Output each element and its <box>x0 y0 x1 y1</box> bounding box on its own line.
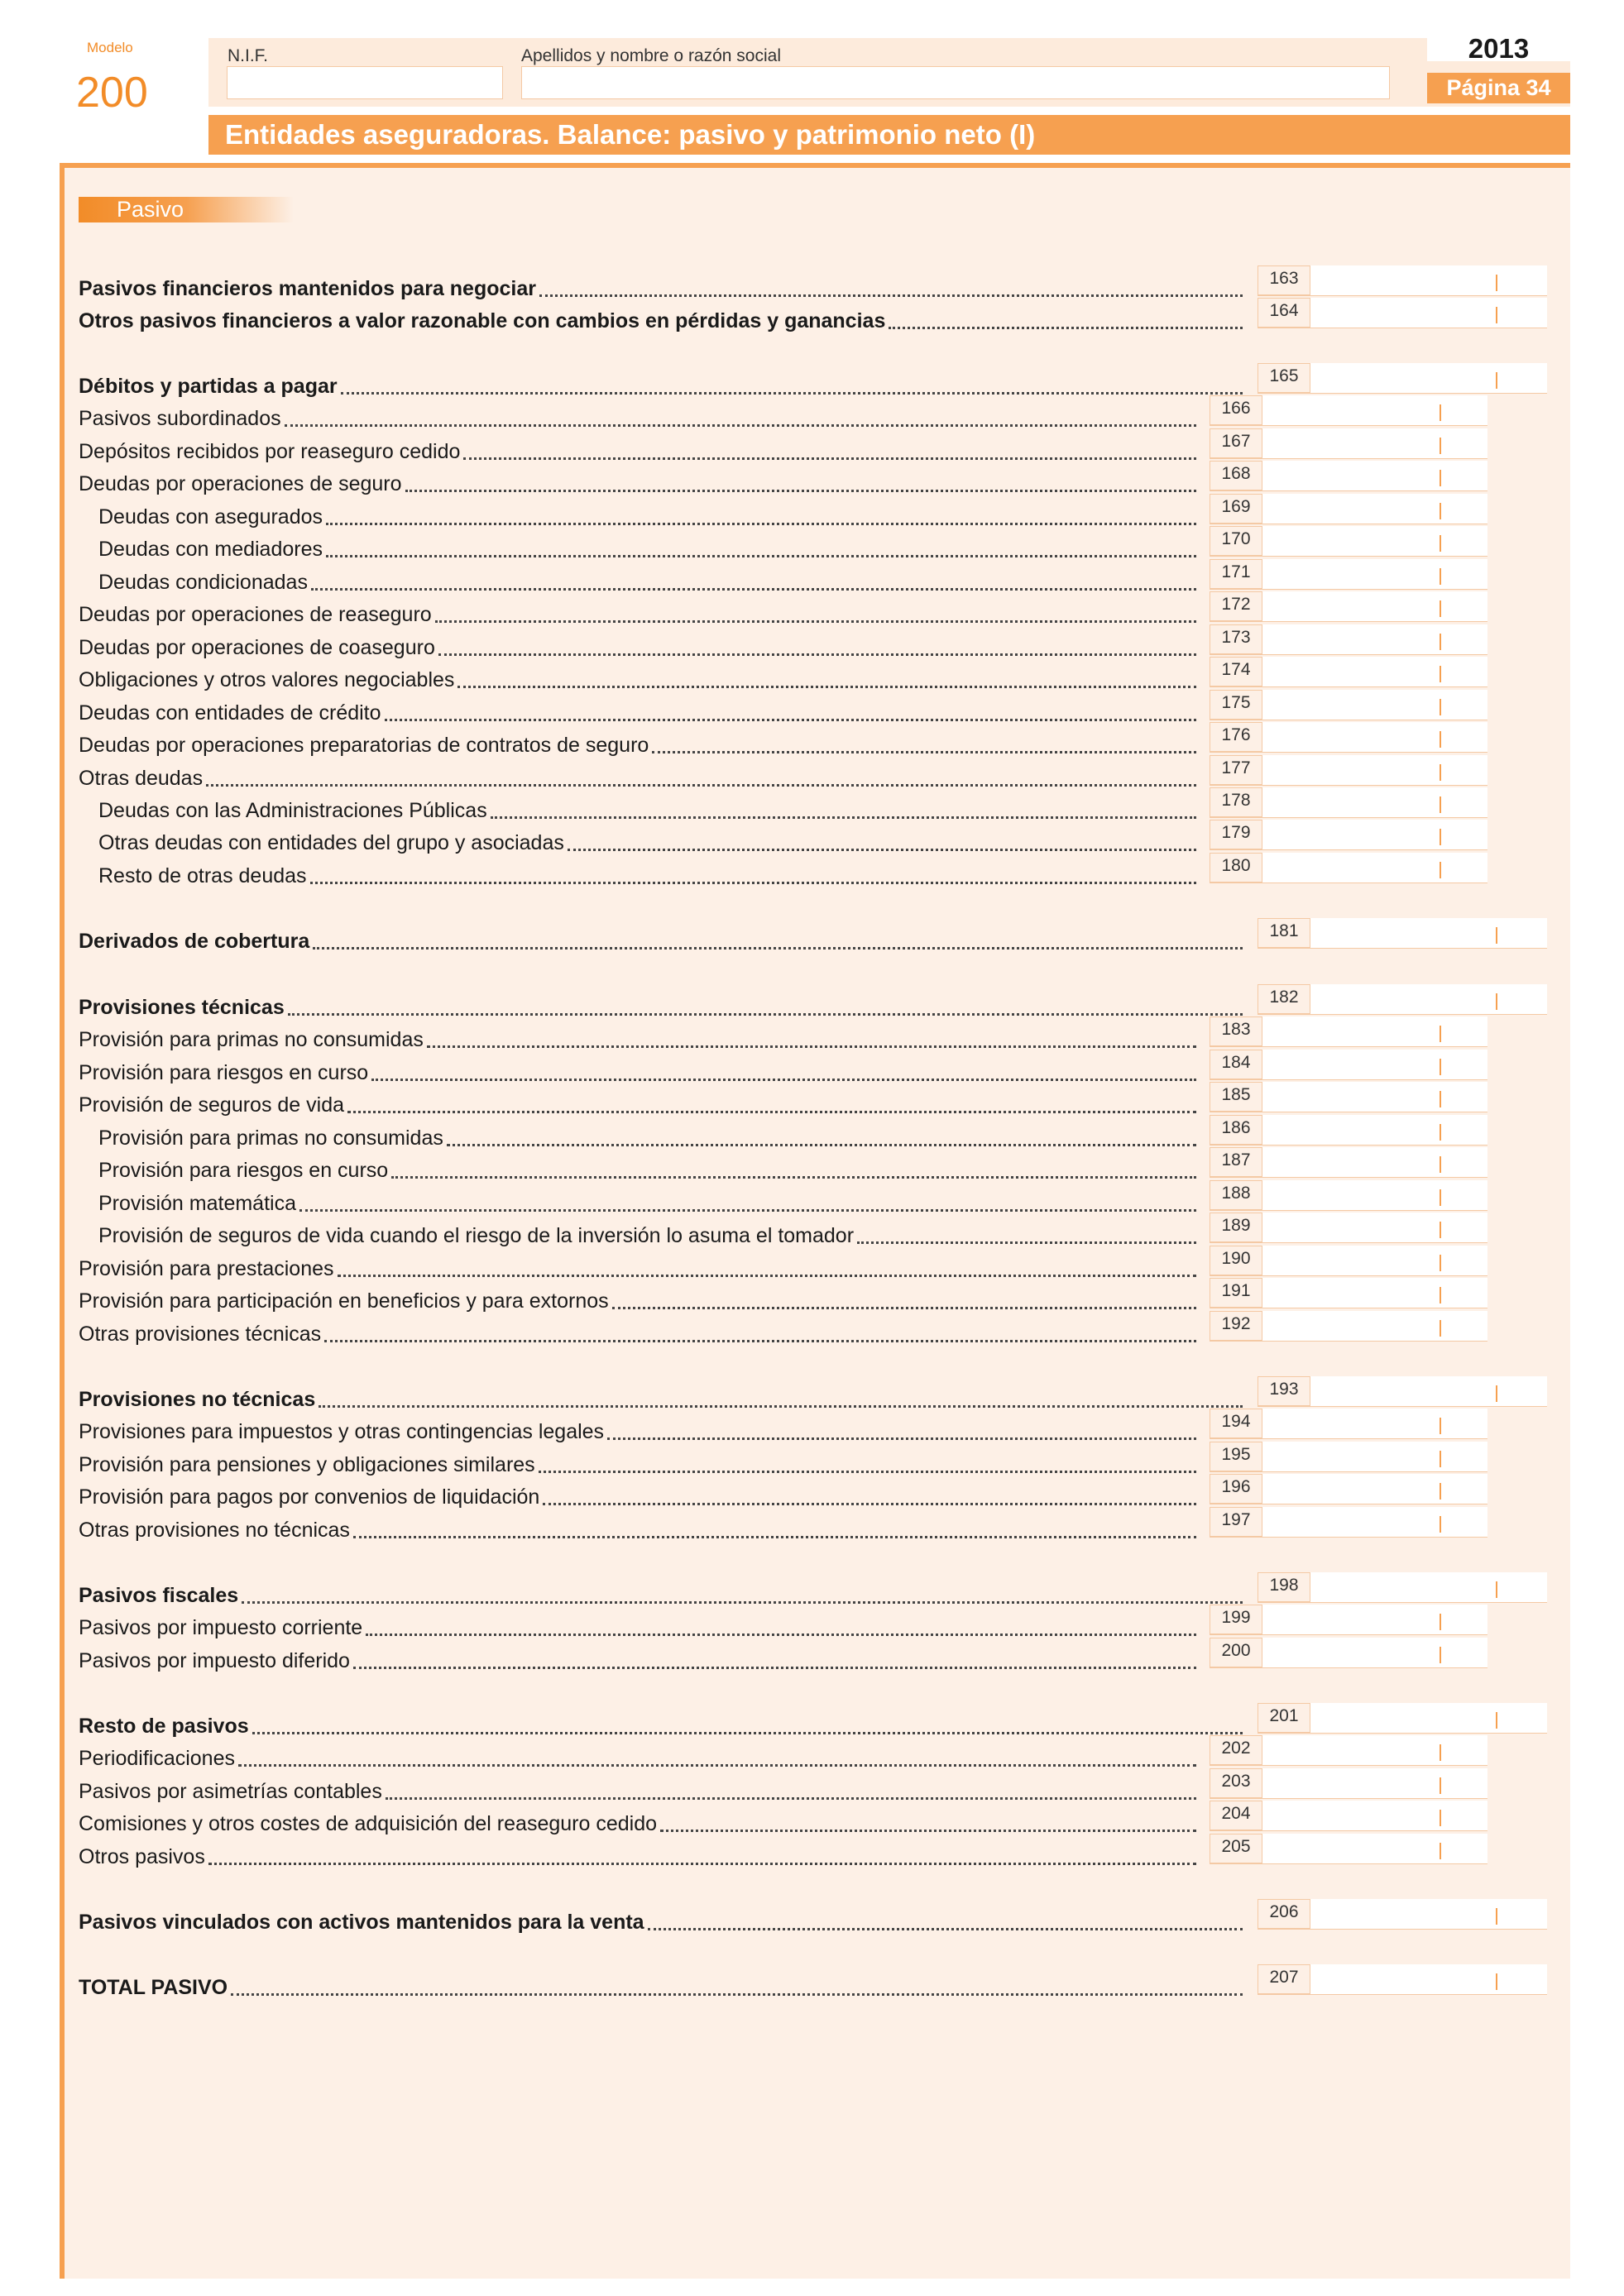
form-row <box>79 599 432 630</box>
amount-field-173[interactable] <box>1210 624 1487 655</box>
form-row <box>79 763 203 794</box>
box-code: 181 <box>1258 918 1310 948</box>
amount-field-192[interactable] <box>1210 1311 1487 1342</box>
box-code: 190 <box>1210 1246 1262 1275</box>
amount-field-205[interactable] <box>1210 1834 1487 1864</box>
page-label: Página 34 <box>1427 73 1570 103</box>
amount-field-165[interactable] <box>1258 363 1547 394</box>
box-code: 205 <box>1210 1834 1262 1863</box>
amount-field-200[interactable] <box>1210 1638 1487 1668</box>
row-label: Otras deudas <box>79 767 204 790</box>
name-label: Apellidos y nombre o razón social <box>521 46 781 65</box>
box-code: 178 <box>1210 787 1262 817</box>
box-code: 207 <box>1258 1964 1310 1994</box>
amount-field-170[interactable] <box>1210 526 1487 557</box>
amount-field-198[interactable] <box>1258 1572 1547 1603</box>
box-code: 201 <box>1258 1703 1310 1733</box>
box-code: 172 <box>1210 591 1262 621</box>
decimal-tick <box>1496 1973 1497 1990</box>
amount-field-185[interactable] <box>1210 1082 1487 1112</box>
amount-field-191[interactable] <box>1210 1278 1487 1308</box>
dot-leader <box>313 937 1243 949</box>
box-code: 198 <box>1258 1572 1310 1602</box>
box-code: 194 <box>1210 1409 1262 1438</box>
form-row <box>79 992 285 1023</box>
dot-leader <box>568 839 1196 851</box>
dot-leader <box>660 1820 1196 1832</box>
amount-field-189[interactable] <box>1210 1213 1487 1243</box>
name-field[interactable] <box>521 66 1390 99</box>
amount-field-179[interactable] <box>1210 820 1487 850</box>
form-row <box>79 1220 854 1251</box>
form-row <box>79 468 402 500</box>
dot-leader <box>252 1722 1243 1734</box>
box-code: 176 <box>1210 722 1262 752</box>
form-row <box>79 697 381 729</box>
row-label: Deudas con mediadores <box>98 538 323 561</box>
row-label: Otros pasivos <box>79 1845 205 1868</box>
row-label: Resto de otras deudas <box>98 864 307 887</box>
decimal-tick <box>1440 1059 1441 1075</box>
decimal-tick <box>1440 1418 1441 1434</box>
box-code: 191 <box>1210 1278 1262 1308</box>
amount-field-164[interactable] <box>1258 298 1547 328</box>
form-row <box>79 664 454 696</box>
box-code: 173 <box>1210 624 1262 654</box>
form-row <box>79 273 536 304</box>
dot-leader <box>238 1754 1196 1767</box>
dot-leader <box>324 1330 1196 1342</box>
box-code: 206 <box>1258 1899 1310 1929</box>
row-label: Provisión para prestaciones <box>79 1257 334 1280</box>
amount-field-194[interactable] <box>1210 1409 1487 1439</box>
row-label: Deudas condicionadas <box>98 571 308 594</box>
dot-leader <box>447 1134 1196 1146</box>
row-label: Provisión para riesgos en curso <box>79 1061 369 1084</box>
amount-field-176[interactable] <box>1210 722 1487 753</box>
year-label: 2013 <box>1427 36 1570 61</box>
decimal-tick <box>1496 1385 1497 1402</box>
decimal-tick <box>1440 1516 1441 1533</box>
form-row <box>79 1841 205 1873</box>
form-row <box>79 729 649 761</box>
box-code: 185 <box>1210 1082 1262 1112</box>
form-row <box>79 1089 344 1121</box>
box-code: 197 <box>1210 1507 1262 1537</box>
box-code: 195 <box>1210 1442 1262 1471</box>
form-row <box>79 632 435 663</box>
box-code: 163 <box>1258 265 1310 295</box>
decimal-tick <box>1440 1287 1441 1303</box>
row-label: Otras deudas con entidades del grupo y asociadas <box>98 831 564 854</box>
box-code: 188 <box>1210 1180 1262 1210</box>
nif-field[interactable] <box>227 66 503 99</box>
form-row <box>79 795 487 826</box>
box-code: 179 <box>1210 820 1262 849</box>
amount-field-168[interactable] <box>1210 461 1487 491</box>
row-label: Depósitos recibidos por reaseguro cedido <box>79 440 461 463</box>
decimal-tick <box>1440 1810 1441 1826</box>
form-row <box>79 567 308 598</box>
box-code: 175 <box>1210 690 1262 720</box>
dot-leader <box>457 676 1196 688</box>
box-code: 170 <box>1210 526 1262 556</box>
form-row <box>79 827 564 859</box>
form-row <box>79 501 323 533</box>
form-row <box>79 1645 350 1677</box>
section-tag: Pasivo <box>79 197 294 222</box>
box-code: 184 <box>1210 1050 1262 1079</box>
box-code: 169 <box>1210 494 1262 524</box>
row-label: Otras provisiones no técnicas <box>79 1519 350 1542</box>
form-row <box>79 533 323 565</box>
decimal-tick <box>1440 1222 1441 1238</box>
decimal-tick <box>1440 568 1441 585</box>
box-code: 189 <box>1210 1213 1262 1242</box>
row-label: Otros pasivos financieros a valor razonable con cambios en pérdidas y ganancias <box>79 309 886 332</box>
form-row <box>79 305 885 337</box>
decimal-tick <box>1440 1091 1441 1107</box>
form-row <box>79 1188 296 1219</box>
box-code: 202 <box>1210 1735 1262 1765</box>
decimal-tick <box>1440 470 1441 486</box>
row-label: Comisiones y otros costes de adquisición del reaseguro cedido <box>79 1812 657 1835</box>
dot-leader <box>285 414 1196 427</box>
amount-field-184[interactable] <box>1210 1050 1487 1080</box>
decimal-tick <box>1440 438 1441 454</box>
row-label: Deudas con entidades de crédito <box>79 701 381 725</box>
amount-field-163[interactable] <box>1258 265 1547 296</box>
form-row <box>79 1318 321 1350</box>
box-code: 203 <box>1210 1768 1262 1798</box>
box-code: 174 <box>1210 657 1262 686</box>
box-code: 186 <box>1210 1115 1262 1145</box>
form-row <box>79 1776 382 1807</box>
nif-label: N.I.F. <box>228 46 269 65</box>
dot-leader <box>438 643 1196 656</box>
dot-leader <box>319 1395 1243 1408</box>
box-code: 177 <box>1210 755 1262 785</box>
decimal-tick <box>1440 666 1441 682</box>
amount-field-193[interactable] <box>1258 1376 1547 1407</box>
decimal-tick <box>1440 535 1441 552</box>
form-row <box>79 1906 644 1938</box>
box-code: 204 <box>1210 1801 1262 1830</box>
dot-leader <box>288 1003 1243 1016</box>
form-row <box>79 926 309 957</box>
modelo-label: Modelo <box>87 40 133 55</box>
box-code: 168 <box>1210 461 1262 490</box>
row-label: Periodificaciones <box>79 1747 235 1770</box>
decimal-tick <box>1440 1614 1441 1630</box>
decimal-tick <box>1440 829 1441 845</box>
form-row <box>79 860 307 892</box>
decimal-tick <box>1496 275 1497 291</box>
decimal-tick <box>1440 1320 1441 1337</box>
form-row <box>79 1514 350 1546</box>
dot-leader <box>242 1591 1243 1604</box>
decimal-tick <box>1440 1189 1441 1206</box>
row-label: Provisión para primas no consumidas <box>79 1028 424 1051</box>
row-label: Provisiones no técnicas <box>79 1388 316 1411</box>
amount-field-206[interactable] <box>1258 1899 1547 1930</box>
row-label: Pasivos fiscales <box>79 1584 239 1607</box>
form-row <box>79 1580 238 1611</box>
amount-field-203[interactable] <box>1210 1768 1487 1799</box>
decimal-tick <box>1440 1647 1441 1663</box>
decimal-tick <box>1440 1124 1441 1141</box>
row-label: Provisión para pensiones y obligaciones similares <box>79 1453 535 1476</box>
form-row <box>79 1743 235 1774</box>
row-label: Pasivos por impuesto diferido <box>79 1649 350 1672</box>
decimal-tick <box>1440 1451 1441 1467</box>
dot-leader <box>326 513 1196 525</box>
row-label: Deudas con las Administraciones Públicas <box>98 799 487 822</box>
amount-field-172[interactable] <box>1210 591 1487 622</box>
decimal-tick <box>1496 372 1497 389</box>
decimal-tick <box>1440 1843 1441 1859</box>
row-label: Provisión matemática <box>98 1192 296 1215</box>
dot-leader <box>299 1199 1196 1212</box>
box-code: 196 <box>1210 1474 1262 1504</box>
decimal-tick <box>1440 1483 1441 1500</box>
box-code: 164 <box>1258 298 1310 328</box>
dot-leader <box>607 1428 1196 1440</box>
dot-leader <box>539 1461 1196 1473</box>
dot-leader <box>311 578 1196 591</box>
form-row <box>79 1384 315 1415</box>
form-row <box>79 1155 388 1186</box>
box-code: 165 <box>1258 363 1310 393</box>
row-label: Resto de pasivos <box>79 1715 249 1738</box>
form-row <box>79 1285 609 1317</box>
form-row <box>79 371 338 402</box>
row-label: Provisión para participación en beneficios y para extornos <box>79 1289 609 1313</box>
row-label: Provisión para primas no consumidas <box>98 1126 443 1150</box>
amount-field-204[interactable] <box>1210 1801 1487 1831</box>
modelo-number: 200 <box>76 69 148 117</box>
row-label: Deudas por operaciones de coaseguro <box>79 636 435 659</box>
row-label: Derivados de cobertura <box>79 930 310 953</box>
dot-leader <box>385 709 1196 721</box>
dot-leader <box>612 1297 1196 1309</box>
decimal-tick <box>1440 1744 1441 1761</box>
row-label: Otras provisiones técnicas <box>79 1323 322 1346</box>
dot-leader <box>648 1918 1243 1930</box>
amount-field-175[interactable] <box>1210 690 1487 720</box>
box-code: 183 <box>1210 1016 1262 1046</box>
form-row <box>79 1449 535 1480</box>
row-label: Provisión de seguros de vida <box>79 1093 345 1117</box>
form-row <box>79 1808 657 1839</box>
decimal-tick <box>1440 796 1441 813</box>
form-row <box>79 1416 604 1447</box>
row-label: TOTAL PASIVO <box>79 1976 228 1999</box>
decimal-tick <box>1496 993 1497 1010</box>
row-label: Deudas por operaciones de reaseguro <box>79 603 432 626</box>
row-label: Deudas por operaciones de seguro <box>79 472 402 495</box>
amount-field-195[interactable] <box>1210 1442 1487 1472</box>
amount-field-169[interactable] <box>1210 494 1487 524</box>
dot-leader <box>539 285 1243 297</box>
row-label: Provisión para pagos por convenios de liquidación <box>79 1485 540 1509</box>
amount-field-166[interactable] <box>1210 395 1487 426</box>
row-label: Deudas con asegurados <box>98 505 323 529</box>
decimal-tick <box>1496 307 1497 323</box>
box-code: 166 <box>1210 395 1262 425</box>
dot-leader <box>857 1232 1196 1244</box>
row-label: Pasivos financieros mantenidos para negociar <box>79 277 536 300</box>
dot-leader <box>427 1036 1196 1048</box>
decimal-tick <box>1440 503 1441 519</box>
decimal-tick <box>1496 1581 1497 1598</box>
decimal-tick <box>1440 731 1441 748</box>
dot-leader <box>405 480 1196 492</box>
row-label: Pasivos vinculados con activos mantenidos para la venta <box>79 1911 644 1934</box>
dot-leader <box>391 1166 1196 1179</box>
dot-leader <box>371 1069 1196 1081</box>
decimal-tick <box>1440 1156 1441 1173</box>
amount-field-186[interactable] <box>1210 1115 1487 1146</box>
box-code: 199 <box>1210 1605 1262 1634</box>
amount-field-201[interactable] <box>1258 1703 1547 1734</box>
amount-field-181[interactable] <box>1258 918 1547 949</box>
amount-field-183[interactable] <box>1210 1016 1487 1047</box>
decimal-tick <box>1440 862 1441 878</box>
decimal-tick <box>1440 764 1441 781</box>
box-code: 167 <box>1210 428 1262 458</box>
form-row <box>79 1122 443 1154</box>
row-label: Provisiones para impuestos y otras contingencias legales <box>79 1420 605 1443</box>
amount-field-187[interactable] <box>1210 1147 1487 1178</box>
amount-field-199[interactable] <box>1210 1605 1487 1635</box>
form-row <box>79 403 281 434</box>
dot-leader <box>326 545 1196 557</box>
dot-leader <box>338 1265 1197 1277</box>
row-label: Provisión para riesgos en curso <box>98 1159 389 1182</box>
decimal-tick <box>1440 1777 1441 1794</box>
decimal-tick <box>1496 1908 1497 1925</box>
box-code: 187 <box>1210 1147 1262 1177</box>
decimal-tick <box>1440 1255 1441 1271</box>
row-label: Obligaciones y otros valores negociables <box>79 668 455 691</box>
amount-field-167[interactable] <box>1210 428 1487 459</box>
dot-leader <box>353 1526 1196 1538</box>
form-row <box>79 1710 249 1742</box>
box-code: 193 <box>1258 1376 1310 1406</box>
dot-leader <box>652 741 1196 753</box>
box-code: 180 <box>1210 853 1262 883</box>
decimal-tick <box>1496 927 1497 944</box>
amount-field-178[interactable] <box>1210 787 1487 818</box>
row-label: Débitos y partidas a pagar <box>79 375 338 398</box>
dot-leader <box>543 1493 1196 1505</box>
decimal-tick <box>1440 600 1441 617</box>
dot-leader <box>341 382 1243 395</box>
row-label: Pasivos subordinados <box>79 407 281 430</box>
amount-field-174[interactable] <box>1210 657 1487 687</box>
form-row <box>79 1024 424 1055</box>
decimal-tick <box>1440 404 1441 421</box>
row-label: Provisiones técnicas <box>79 996 285 1019</box>
decimal-tick <box>1440 699 1441 715</box>
amount-field-182[interactable] <box>1258 984 1547 1015</box>
dot-leader <box>347 1101 1196 1113</box>
decimal-tick <box>1496 1712 1497 1729</box>
amount-field-188[interactable] <box>1210 1180 1487 1211</box>
form-row <box>79 1481 539 1513</box>
amount-field-180[interactable] <box>1210 853 1487 883</box>
form-row <box>79 1057 368 1088</box>
box-code: 182 <box>1258 984 1310 1014</box>
amount-field-190[interactable] <box>1210 1246 1487 1276</box>
row-label: Pasivos por impuesto corriente <box>79 1616 363 1639</box>
dot-leader <box>889 317 1243 329</box>
dot-leader <box>206 774 1196 787</box>
box-code: 200 <box>1210 1638 1262 1667</box>
dot-leader <box>491 806 1196 819</box>
amount-field-207[interactable] <box>1258 1964 1547 1995</box>
dot-leader <box>386 1787 1196 1800</box>
dot-leader <box>231 1983 1243 1996</box>
form-row <box>79 1612 362 1643</box>
amount-field-197[interactable] <box>1210 1507 1487 1538</box>
dot-leader <box>310 872 1196 884</box>
dot-leader <box>463 447 1196 460</box>
page-title: Entidades aseguradoras. Balance: pasivo y patrimonio neto (I) <box>208 115 1570 155</box>
amount-field-202[interactable] <box>1210 1735 1487 1766</box>
amount-field-171[interactable] <box>1210 559 1487 590</box>
row-label: Pasivos por asimetrías contables <box>79 1780 382 1803</box>
dot-leader <box>353 1657 1196 1669</box>
row-label: Deudas por operaciones preparatorias de contratos de seguro <box>79 734 649 757</box>
amount-field-177[interactable] <box>1210 755 1487 786</box>
decimal-tick <box>1440 634 1441 650</box>
amount-field-196[interactable] <box>1210 1474 1487 1504</box>
form-row <box>79 436 460 467</box>
dot-leader <box>366 1624 1196 1636</box>
dot-leader <box>435 610 1196 623</box>
box-code: 171 <box>1210 559 1262 589</box>
decimal-tick <box>1440 1026 1441 1042</box>
box-code: 192 <box>1210 1311 1262 1341</box>
form-row <box>79 1253 334 1284</box>
dot-leader <box>208 1853 1196 1865</box>
row-label: Provisión de seguros de vida cuando el riesgo de la inversión lo asuma el tomador <box>98 1224 855 1247</box>
form-row <box>79 1972 228 2003</box>
